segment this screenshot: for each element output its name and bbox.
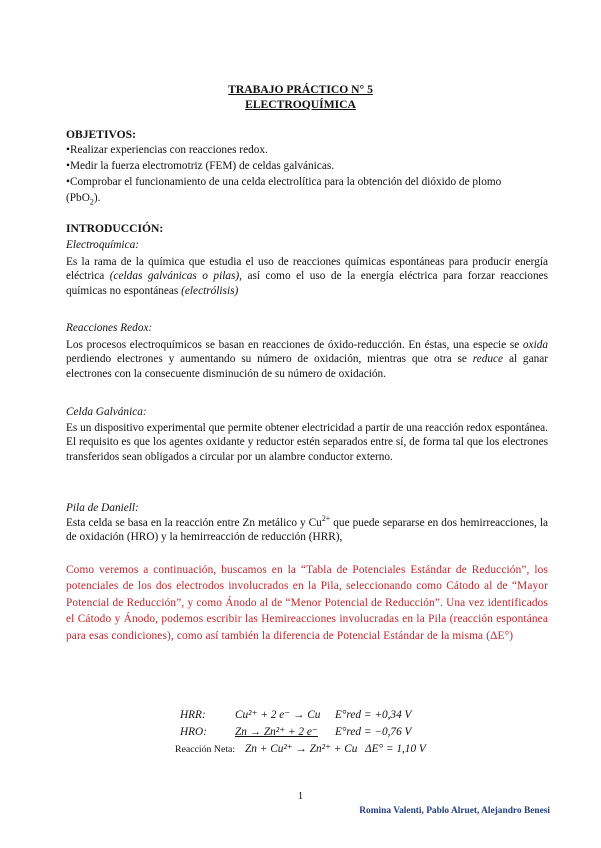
redox-subtitle: Reacciones Redox: (66, 322, 153, 334)
hro-potential: E°red = −0,76 V (335, 726, 412, 738)
galvanica-paragraph: Es un dispositivo experimental que permite obtener electricidad a partir de una reacción redox espontánea. El requisito es que los agentes oxidante y reductor estén separados entre sí, de forma tal que los electrones transferidos sean obligados a circular por un alambre conductor externo. (66, 422, 548, 463)
doc-title-line1: TRABAJO PRÁCTICO N° 5 (228, 83, 373, 96)
electroquimica-paragraph: Es la rama de la química que estudia el uso de reacciones químicas espontáneas para producir energía eléctrica (celdas galvánicas o pilas), así como el uso de la energía eléctrica para forzar reacciones químicas no espontáneas (electrólisis) (66, 256, 549, 297)
objetivo-item-2: •Medir la fuerza electromotriz (FEM) de celdas galvánicas. (66, 160, 335, 172)
hrr-equation: Cu²⁺ + 2 e⁻ → Cu (235, 709, 321, 721)
electroquimica-subtitle: Electroquímica: (66, 239, 139, 251)
hro-label: HRO: (180, 726, 207, 738)
page-number: 1 (297, 790, 304, 802)
net-reaction-equation: Zn + Cu²⁺ → Zn²⁺ + Cu (245, 743, 358, 755)
doc-title-line2: ELECTROQUÍMICA (245, 98, 356, 111)
net-reaction-label: Reacción Neta: (175, 744, 236, 755)
daniell-paragraph: Esta celda se basa en la reacción entre Zn metálico y $Cu^{2+}$ que puede separarse en dos hemirreacciones, la de oxidación (HRO) y la hemirreacción de reducción (HRR), (66, 514, 548, 544)
objetivo-item-3: •Comprobar el funcionamiento de una celda electrolítica para la obtención del dióxido de plomo (66, 176, 502, 188)
galvanica-subtitle: Celda Galvánica: (66, 406, 147, 418)
objetivos-heading: OBJETIVOS: (66, 128, 136, 141)
hrr-label: HRR: (180, 709, 206, 721)
daniell-subtitle: Pila de Daniell: (66, 502, 139, 514)
hrr-potential: E°red = +0,34 V (335, 709, 412, 721)
redox-paragraph: Los procesos electroquímicos se basan en reacciones de óxido-reducción. En éstas, una especie se oxida perdiendo electrones y aumentando su número de oxidación, mientras que otra se reduce al ganar electrones con la consecuente disminución de su número de oxidación. (66, 339, 549, 380)
hro-equation: Zn → Zn²⁺ + 2 e⁻ (235, 726, 318, 738)
introduccion-heading: INTRODUCCIÓN: (66, 222, 164, 235)
net-reaction-potential: ΔE° = 1,10 V (365, 743, 426, 755)
objetivo-item-3-cont: (PbO$_2$). (66, 192, 101, 207)
objetivo-item-1: •Realizar experiencias con reacciones redox. (66, 144, 268, 156)
footer-authors: Romina Valenti, Pablo Alruet, Alejandro Benesi (359, 806, 550, 816)
red-explanation-paragraph: Como veremos a continuación, buscamos en la “Tabla de Potenciales Estándar de Reducción”, los potenciales de los dos electrodos involucrados en la Pila, seleccionando como Cátodo al de “Mayor Potencial de Reducción”, y como Ánodo al de “Menor Potencial de Reducción”. Una vez identificados el Cátodo y Ánodo, podemos escribir las Hemireacciones involucradas en la Pila (reacción espontánea para esas condiciones), como así también la diferencia de Potencial Estándar de la misma (ΔE°) (66, 564, 548, 642)
